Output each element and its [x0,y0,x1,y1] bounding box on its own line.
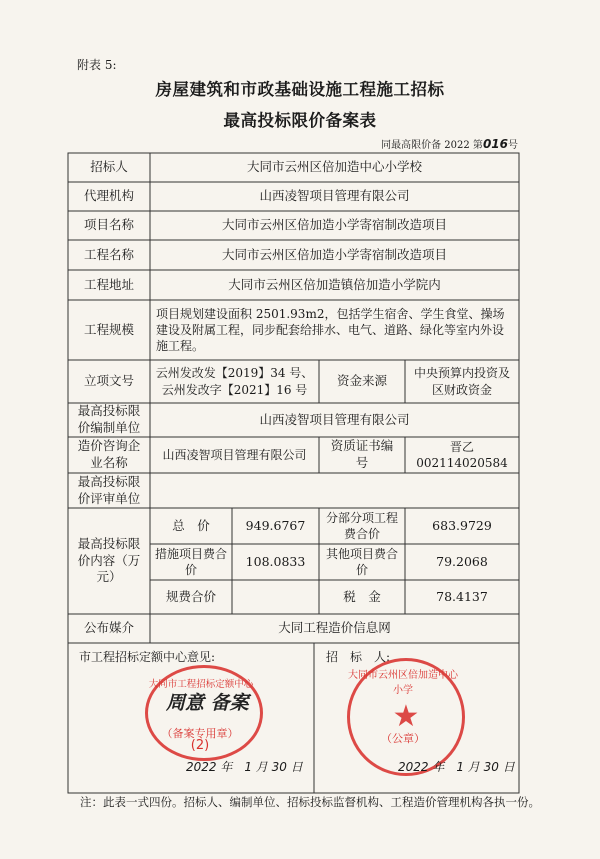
project-name-value: 大同市云州区倍加造小学寄宿制改造项目 [221,217,447,233]
star-icon: ★ [392,699,420,734]
page-title: 房屋建筑和市政基础设施工程施工招标 [155,80,445,99]
scale-label: 工程规模 [83,321,134,337]
center-opinion-label: 市工程招标定额中心意见: [79,650,216,664]
other-label: 其他项目费合价 [325,546,398,577]
record-prefix: 同最高限价备 2022 第 [381,140,483,151]
measures-value: 108.0833 [245,553,306,569]
works-name-label: 工程名称 [83,246,134,262]
record-number [381,136,518,151]
approval-value: 云州发改发【2019】34 号、云州发改字【2021】16 号 [155,366,314,397]
limit-content-label: 最高投标限价内容（万元） [77,535,141,585]
address-label: 工程地址 [83,276,134,292]
subitem-value: 683.9729 [432,517,492,533]
tax-value: 78.4137 [436,588,488,604]
record-number-handwritten: 016 [482,137,508,151]
date-right: 2022 年 1 月 30 日 [398,760,515,774]
tenderer-signature-label: 招 标 人: [326,650,391,664]
official-seal-arc-text: 大同市云州区倍加造中心小学 [348,670,458,696]
other-value: 79.2068 [436,553,488,569]
date-left: 2022 年 1 月 30 日 [186,760,303,774]
media-label: 公布媒介 [83,620,134,636]
project-name-label: 项目名称 [83,217,134,233]
filing-seal-number: (2) [190,738,210,753]
consult-value: 山西凌智项目管理有限公司 [162,447,307,462]
address-value: 大同市云州区倍加造镇倍加造小学院内 [228,276,441,292]
page-subtitle: 最高投标限价备案表 [223,111,377,130]
footnote: 注：此表一式四份。招标人、编制单位、招标投标监督机构、工程造价管理机构各执一份。 [80,795,540,809]
fees-label: 规费合价 [165,588,216,604]
approval-label: 立项文号 [83,373,134,389]
consult-label: 造价咨询企业名称 [77,438,141,470]
measures-label: 措施项目费合 价 [154,546,240,577]
official-seal-text: （公章） [381,732,425,745]
fund-label: 资金来源 [336,373,387,389]
handwritten-signature: 周意 备案 [166,692,249,714]
cert-value: 晋乙 002114020584 [416,439,508,470]
filing-seal-arc-text: 大同市工程招标定额中心 [148,679,254,690]
annex-label: 附表 5: [77,58,117,72]
review-unit-value [150,473,519,508]
works-name-value: 大同市云州区倍加造小学寄宿制改造项目 [221,246,447,262]
fees-value [232,580,319,614]
review-unit-label: 最高投标限价评审单位 [77,473,141,506]
tenderer-value: 大同市云州区倍加造中心小学校 [246,159,422,175]
compile-unit-value: 山西凌智项目管理有限公司 [259,411,410,427]
tax-label: 税 金 [343,588,381,604]
agency-value: 山西凌智项目管理有限公司 [259,188,410,204]
record-suffix: 号 [508,140,518,151]
scale-value: 项目规划建设面积 2501.93m2，包括学生宿舍、学生食堂、操场建设及附属工程，同步配套给排水、电气、道路、绿化等室内外设施工程。 [156,306,505,354]
cert-label: 资质证书编 号 [330,438,419,470]
total-value: 949.6767 [245,517,306,533]
fund-value: 中央预算内投资及区财政资金 [413,366,510,397]
compile-unit-label: 最高投标限价编制单位 [77,403,141,435]
agency-label: 代理机构 [83,188,134,204]
subitem-label: 分部分项工程费合价 [325,510,398,541]
total-label: 总 价 [172,517,210,533]
tenderer-label: 招标人 [90,159,128,175]
filing-seal-text: （备案专用章） [161,727,239,740]
media-value: 大同工程造价信息网 [278,620,391,636]
